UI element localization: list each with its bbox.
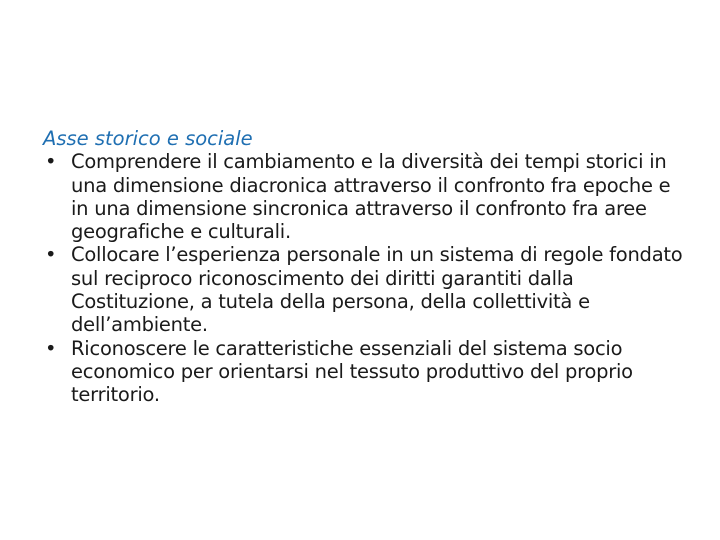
bullet-item <box>43 337 693 407</box>
bullet-list <box>43 150 693 406</box>
bullet-icon: • <box>45 336 57 360</box>
bullet-text: Comprendere il cambiamento e la diversità dei tempi storici in una dimensione diacronica attraverso il confronto fra epoche e in una dimensione sincronica attraverso il confronto fra aree geografiche e culturali. <box>71 150 671 244</box>
bullet-text: Riconoscere le caratteristiche essenziali del sistema socio economico per orientarsi nel tessuto produttivo del proprio territorio. <box>71 336 633 407</box>
bullet-item <box>43 150 693 243</box>
bullet-icon: • <box>45 243 57 267</box>
content-block <box>43 127 693 407</box>
bullet-item <box>43 243 693 336</box>
bullet-text: Collocare l’esperienza personale in un sistema di regole fondato sul reciproco riconoscimento dei diritti garantiti dalla Costituzione, a tutela della persona, della collettività e dell’ambiente. <box>71 243 683 337</box>
section-heading: Asse storico e sociale <box>43 127 253 150</box>
bullet-icon: • <box>45 150 57 174</box>
